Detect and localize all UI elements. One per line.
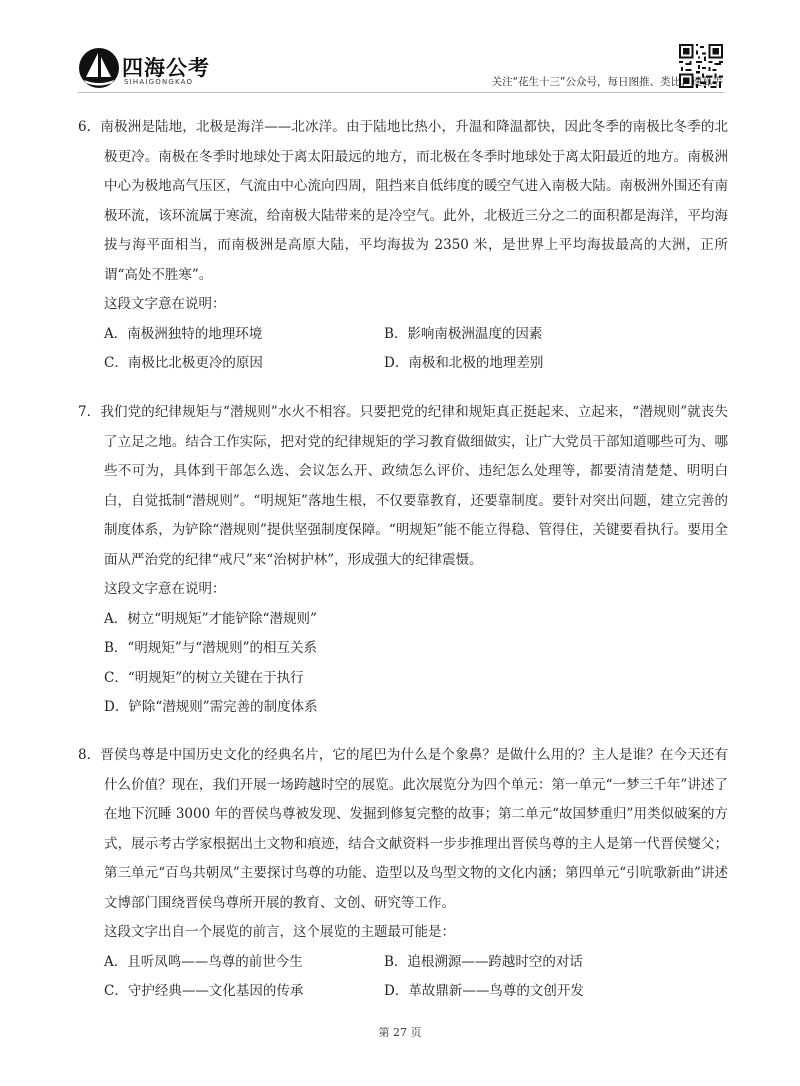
page-number: 第 27 页 (378, 1026, 422, 1039)
option-d: D．南极和北极的地理差别 (384, 355, 544, 371)
question-7 (78, 398, 728, 723)
brand-name-latin: SIHAIGONGKAO (124, 78, 194, 86)
question-stem: 7．我们党的纪律规矩与“潜规则”水火不相容。只要把党的纪律和规矩真正挺起来、立起来，“潜规则”就丧失了立足之地。结合工作实际，把对党的纪律规矩的学习教育做细做实，让广大党员干部知道哪些可为、哪些不可为，具体到干部怎么选、会议怎么开、政绩怎么评价、违纪怎么处理等，都要清清楚楚、明明白白，自觉抵制“潜规则”。“明规矩”落地生根，不仅要靠教育，还要靠制度。要针对突出问题，建立完善的制度体系，为铲除“潜规则”提供坚强制度保障。“明规矩”能不能立得稳、管得住，关键要看执行。要用全面从严治党的纪律“戒尺”来“治树护林”，形成强大的纪律震慑。 (78, 404, 728, 568)
question-8 (78, 741, 728, 1007)
sailboat-logo-icon (78, 47, 120, 89)
option-b: B．“明规矩”与“潜规则”的相互关系 (104, 640, 318, 656)
option-a: A．且听凤鸣——鸟尊的前世今生 (104, 953, 303, 970)
option-list (78, 948, 728, 1007)
option-c: C．南极比北极更冷的原因 (104, 355, 263, 371)
question-prompt: 这段文字意在说明： (104, 581, 226, 597)
brand-name: 四海公考 (122, 56, 210, 80)
question-stem: 8．晋侯鸟尊是中国历史文化的经典名片，它的尾巴为什么是个象鼻？是做什么用的？主人是谁？在今天还有什么价值？现在，我们开展一场跨越时空的展览。此次展览分为四个单元：第一单元“一梦三千年”讲述了在地下沉睡 3000 年的晋侯鸟尊被发现、发掘到修复完整的故事；第二单元“故国梦重归”用类似破案的方式，展示考古学家根据出土文物和痕迹，结合文献资料一步步推理出晋侯鸟尊的主人是第一代晋侯燮父；第三单元“百鸟共朝凤”主要探讨鸟尊的功能、造型以及鸟型文物的文化内涵；第四单元“引吭歌新曲”讲述文博部门围绕晋侯鸟尊所开展的教育、文创、研究等工作。 (78, 747, 728, 911)
question-stem: 6．南极洲是陆地，北极是海洋——北冰洋。由于陆地比热小，升温和降温都快，因此冬季的南极比冬季的北极更冷。南极在冬季时地球处于离太阳最远的地方，而北极在冬季时地球处于离太阳最近的地方。南极洲中心为极地高气压区，气流由中心流向四周，阻挡来自低纬度的暖空气进入南极大陆。南极洲外围还有南极环流，该环流属于寒流，给南极大陆带来的是冷空气。此外，北极近三分之二的面积都是海洋，平均海拔与海平面相当，而南极洲是高原大陆，平均海拔为 2350 米，是世界上平均海拔最高的大洲，正所谓“高处不胜寒”。 (78, 119, 728, 283)
question-prompt: 这段文字出自一个展览的前言，这个展览的主题最可能是： (104, 924, 455, 940)
option-d: D．铲除“潜规则”需完善的制度体系 (104, 699, 318, 715)
question-6 (78, 113, 728, 379)
option-a: A．树立“明规矩”才能铲除“潜规则” (104, 610, 317, 627)
option-list (78, 320, 728, 379)
option-c: C．“明规矩”的树立关键在于执行 (104, 669, 304, 686)
option-list (78, 605, 728, 723)
option-d: D．革故鼎新——鸟尊的文创开发 (384, 983, 584, 999)
option-b: B．追根溯源——跨越时空的对话 (384, 953, 583, 970)
option-b: B．影响南极洲温度的因素 (384, 325, 543, 342)
header-promo-text: 关注“花生十三”公众号，每日图推、类比、速算等 (491, 76, 723, 88)
header-divider (78, 92, 724, 93)
brand-logo (78, 47, 238, 93)
option-a: A．南极洲独特的地理环境 (104, 325, 263, 342)
question-prompt: 这段文字意在说明： (104, 296, 226, 312)
option-c: C．守护经典——文化基因的传承 (104, 983, 304, 999)
